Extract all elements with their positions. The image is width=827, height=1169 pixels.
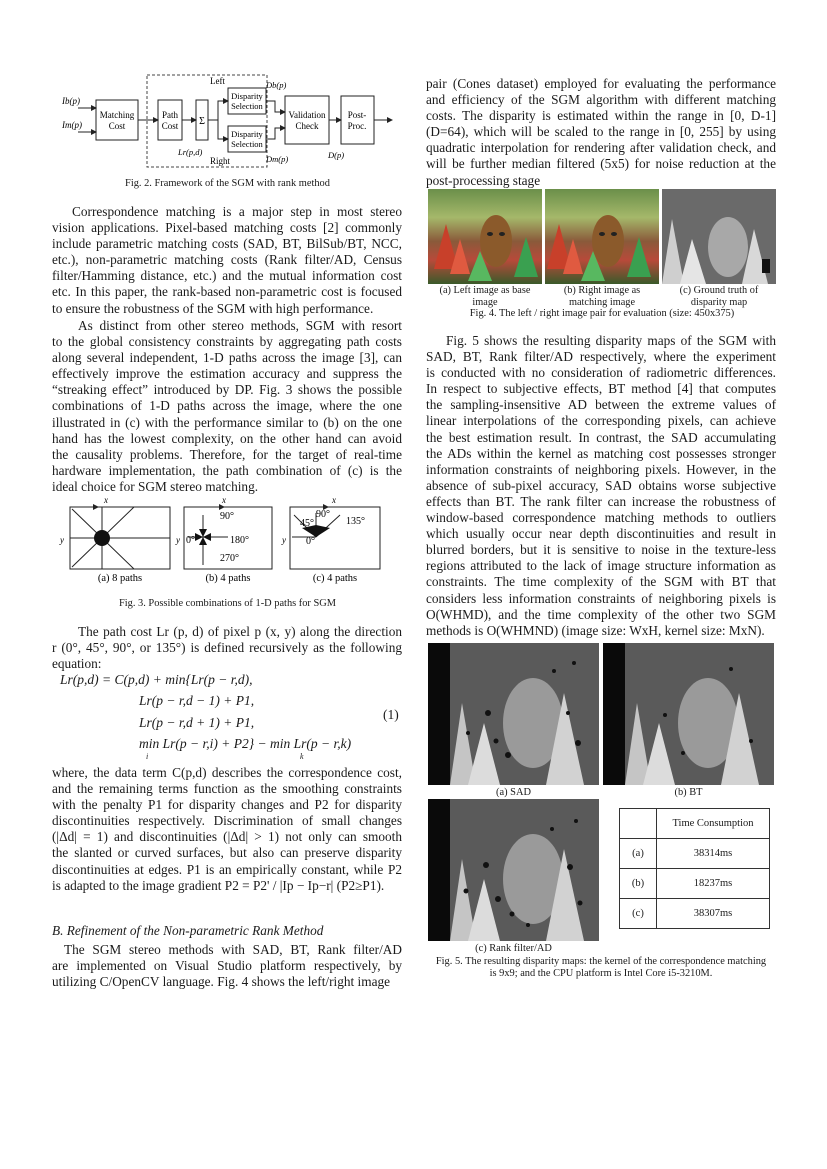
label-disp2b: Selection (231, 139, 263, 149)
fig5-sub-c: (c) Rank filter/AD (475, 943, 552, 954)
text-line: the best estimation result. In contrast, the SAD accumulating (426, 429, 776, 445)
fig3-b-90: 90° (220, 511, 234, 522)
fig3-x-a: x (104, 495, 108, 505)
row-value: 18237ms (657, 869, 770, 899)
text-line: costs. The disparity is estimated within the range in [0, D-1] (426, 108, 776, 124)
fig5-sad-map (428, 643, 599, 785)
fig3-svg (58, 495, 398, 587)
fig4-sub-b: (b) Right image as matching image (563, 285, 641, 308)
text-line: include parametric matching costs (SAD, BT, BilSub/BT, NCC, (52, 236, 402, 252)
label-path-cost: Cost (161, 121, 179, 131)
eq-line-3: Lr(p − r,d + 1) + P1, (139, 715, 255, 730)
text-line: O(WHMD), and the time complexity of the other two SGM (426, 606, 776, 622)
right-para-2 (426, 333, 776, 639)
fig3-sub-a: (a) 8 paths (97, 573, 143, 584)
text-line: (|Δd| = 1) and discontinuities (|Δd| > 1) not only can smooth (52, 829, 402, 845)
fig4-sub-a: (a) Left image as base image (439, 285, 531, 308)
text-line: constraints. The time complexity of the SGM with BT that (426, 574, 776, 590)
fig5-rank-map (428, 799, 599, 941)
text-line: ideal choice for SGM stereo matching. (52, 478, 259, 494)
fig3-c-45: 45° (300, 518, 314, 529)
text-line: SAD, BT, Rank filter/AD respectively, where the experiment (426, 349, 776, 365)
equation-1 (60, 672, 402, 762)
text-line: illustrated in (c) with the performance similar to (b) on the one (52, 414, 402, 430)
label-sigma: Σ (199, 116, 205, 127)
text-line: discontinuities at edges. P1 is an empirically constant, while P2 (52, 861, 402, 877)
fig3-c-0: 0° (306, 536, 315, 547)
fig2-diagram (60, 72, 395, 172)
label-im: Im(p) (62, 120, 82, 130)
left-para-3 (52, 624, 402, 672)
fig3-c-90: 90° (316, 509, 330, 520)
eq-sub-k: k (300, 752, 304, 761)
row-label: (b) (620, 869, 657, 899)
fig3-y-c: y (282, 535, 286, 545)
eq-line-4: min Lr(p − r,i) + P2} − min Lr(p − r,k) (139, 736, 352, 751)
text-line: pair (Cones dataset) employed for evaluating the performance (426, 76, 776, 91)
text-line: to ensure the robustness of the SGM with high performance. (52, 300, 374, 316)
text-line: will be further median filtered (5x5) for noise reduction at the (426, 156, 776, 172)
fig4-sub-c: (c) Ground truth of disparity map (679, 285, 759, 308)
text-line: etc.), non-parametric matching costs (Rank filter/AD, Census (52, 252, 402, 268)
fig3-sub-c: (c) 4 paths (312, 573, 358, 584)
label-check: Check (295, 121, 319, 131)
label-dm: Dm(p) (266, 154, 289, 164)
text-line: quadratic interpolation for rendering after validation check, and (426, 140, 776, 156)
text-line: along several independent, 1-D paths across the image [3], can (52, 350, 402, 366)
text-line: linear interpolations of the corresponding pixels, can achieve (426, 413, 776, 429)
label-disp1b: Selection (231, 101, 263, 111)
table-row (620, 899, 770, 929)
label-left: Left (210, 76, 225, 86)
text-line: Fig. 5 shows the resulting disparity maps of the SGM with (446, 333, 776, 348)
fig4-ground-truth (662, 189, 776, 284)
text-line: where, the data term C(p,d) describes the correspondence cost, (52, 765, 402, 780)
text-line: combinations of 1-D paths across the image, where the one (52, 398, 402, 414)
fig4-caption: Fig. 4. The left / right image pair for evaluation (size: 450x375) (469, 308, 735, 319)
table-corner (620, 809, 657, 839)
label-disp2a: Disparity (231, 129, 263, 139)
text-line: r (0°, 45°, 90°, or 135°) is defined recursively as the following (52, 640, 402, 656)
row-value: 38314ms (657, 839, 770, 869)
text-line: are implemented on Visual Studio platform respectively, by (52, 958, 402, 974)
table-header: Time Consumption (657, 809, 770, 839)
time-table (619, 808, 770, 929)
eq-line-1: Lr(p,d) = C(p,d) + min{Lr(p − r,d), (60, 672, 253, 687)
fig3-b-270: 270° (220, 553, 239, 564)
row-label: (c) (620, 899, 657, 929)
fig3-x-b: x (222, 495, 226, 505)
table-row (620, 839, 770, 869)
eq-number: (1) (383, 707, 399, 722)
label-ib: Ib(p) (62, 96, 80, 106)
label-dp: D(p) (328, 150, 345, 160)
left-para-5 (52, 942, 402, 990)
fig5-caption-2: is 9x9; and the CPU platform is Intel Core i5-3210M. (489, 968, 713, 979)
fig5-caption-1: Fig. 5. The resulting disparity maps: the kernel of the correspondence matching (435, 956, 767, 967)
fig3-c-135: 135° (346, 516, 365, 527)
section-heading: B. Refinement of the Non-parametric Rank Method (52, 923, 324, 938)
text-line: blurred borders, but it is sensitive to noise in the texture-less (426, 542, 776, 558)
text-line: methods is O(WHMND) (image size: WxH, kernel size: MxN). (426, 622, 765, 638)
text-line: the slanted or curved surfaces, but also can preserve disparity (52, 845, 402, 861)
label-disp1a: Disparity (231, 91, 263, 101)
fig4-left-image (428, 189, 542, 284)
label-proc: Proc. (347, 121, 367, 131)
text-line: regions attributed to the lack of image structure information as (426, 558, 776, 574)
right-para-1 (426, 76, 776, 189)
fig3-b-0: 0° (186, 535, 195, 546)
row-label: (a) (620, 839, 657, 869)
text-line: the ADs within the kernel as matching cost possesses stronger (426, 445, 776, 461)
fig3-caption: Fig. 3. Possible combinations of 1-D paths for SGM (118, 598, 337, 609)
fig3-y-a: y (60, 535, 64, 545)
text-line: “streaking effect” introduced by DP. Fig. 3 shows the possible (52, 382, 402, 398)
text-line: the causality problems. Therefore, for the target of real-time (52, 446, 402, 462)
text-line: and efficiency of the SGM algorithm with different matching (426, 92, 776, 108)
text-line: (D=64), which will be scaled to the range in [0, 255] by using (426, 124, 776, 140)
text-line: effects than BT. The rank filter can increase the robustness of (426, 493, 776, 509)
text-line: post-processing stage (426, 172, 541, 188)
text-line: hardware implementation, the path combination of (c) is the (52, 462, 402, 478)
fig3-x-c: x (332, 495, 336, 505)
text-line: equation: (52, 656, 102, 672)
text-line: vision applications. Pixel-based matching costs [2] commonly (52, 220, 402, 236)
fig5-sub-a: (a) SAD (496, 787, 531, 798)
label-cost: Cost (108, 121, 126, 131)
fig4-right-image (545, 189, 659, 284)
left-para-2 (52, 318, 402, 495)
label-validation: Validation (288, 110, 326, 120)
table-row (620, 869, 770, 899)
fig3-diagram (58, 495, 398, 587)
text-line: and the remaining terms function as the smoothing constraints (52, 781, 402, 797)
label-right: Right (210, 156, 231, 166)
text-line: hand has the lowest complexity, on the other hand can avoid (52, 430, 402, 446)
text-line: In respect to subjective effects, BT method [4] that computes (426, 381, 776, 397)
left-para-4 (52, 765, 402, 894)
text-line: is conducted with no consideration of radiometric differences. (426, 365, 776, 381)
text-line: effectively improve the estimation accuracy and suppress the (52, 366, 402, 382)
fig3-y-b: y (176, 535, 180, 545)
label-lr: Lr(p,d) (178, 147, 203, 157)
label-db: Db(p) (266, 80, 287, 90)
fig5-sub-b: (b) BT (674, 787, 703, 798)
text-line: the sampling-insensitive AD between the extreme values of (426, 397, 776, 413)
fig3-sub-b: (b) 4 paths (205, 573, 251, 584)
row-value: 38307ms (657, 899, 770, 929)
eq-line-2: Lr(p − r,d − 1) + P1, (139, 693, 255, 708)
fig2-caption: Fig. 2. Framework of the SGM with rank method (125, 178, 330, 189)
text-line: window-based correspondence matching methods to outliers (426, 510, 776, 526)
label-path: Path (161, 110, 179, 120)
text-line: As distinct from other stereo methods, SGM with resort (78, 318, 402, 333)
eq-sub-i: i (146, 752, 149, 761)
fig5-bt-map (603, 643, 774, 785)
left-para-1 (52, 204, 402, 317)
label-matching: Matching (99, 110, 135, 120)
text-line: is adapted to the image gradient P2 = P2' / |Ip − Ip−r| (P2≥P1). (52, 877, 385, 893)
text-line: absence of sub-pixel accuracy, SAD obtains worse subjective (426, 477, 776, 493)
text-line: Correspondence matching is a major step in most stereo (72, 204, 402, 219)
text-line: The SGM stereo methods with SAD, BT, Rank filter/AD (64, 942, 402, 957)
text-line: The path cost Lr (p, d) of pixel p (x, y) along the direction (78, 624, 402, 639)
text-line: with the penalty P1 for disparity changes and P2 for disparity (52, 797, 402, 813)
text-line: considers less information constraints of neighboring pixels is (426, 590, 776, 606)
text-line: which usually occur near depth discontinuities and result in (426, 526, 776, 542)
text-line: etc. In this paper, the rank-based non-parametric cost is focused (52, 284, 402, 300)
label-post: Post- (347, 110, 367, 120)
fig2-svg (60, 72, 395, 172)
fig3-b-180: 180° (230, 535, 249, 546)
text-line: to the global consistency constraints by aggregating path costs (52, 334, 402, 350)
text-line: information constraints of neighboring pixels. However, in the (426, 461, 776, 477)
text-line: filter/Hamming distance, etc.) and the mutual information cost (52, 268, 402, 284)
text-line: utilizing C/OpenCV language. Fig. 4 shows the left/right image (52, 974, 391, 990)
text-line: discontinuities respectively. Discrimination of small changes (52, 813, 402, 829)
